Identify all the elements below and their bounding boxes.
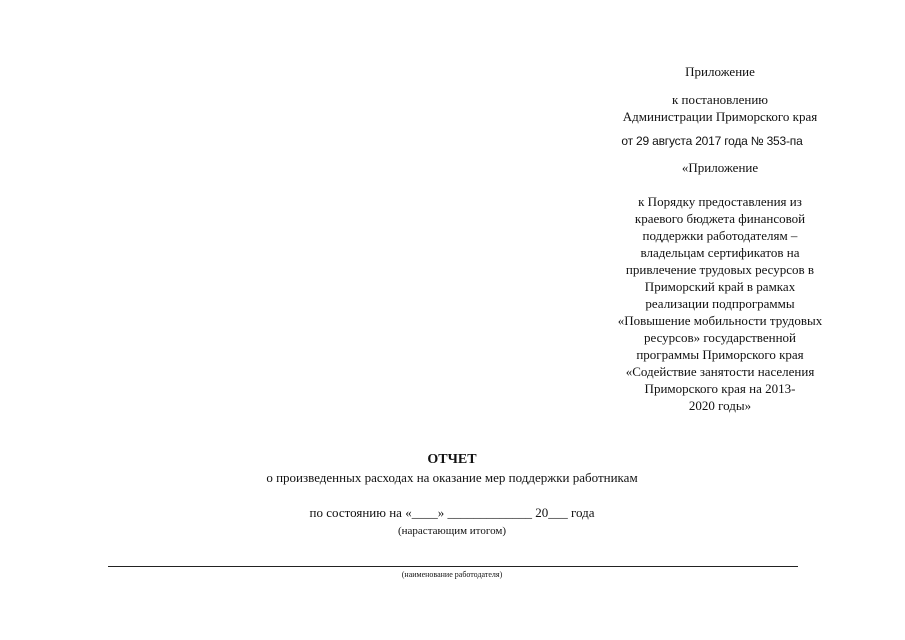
cumulative-note: (нарастающим итогом) [397,525,507,537]
as-of-date-line: по состоянию на «____» _____________ 20___ года [309,505,595,520]
inner-appendix-line: к Порядку предоставления из [638,194,802,209]
inner-appendix-line: Приморского края на 2013- [644,381,796,396]
inner-appendix-line: ресурсов» государственной [643,330,797,345]
inner-appendix-line: поддержки работодателям – [642,228,798,243]
employer-caption: (наименование работодателя) [401,570,503,579]
inner-appendix-line: 2020 годы» [688,398,752,413]
inner-appendix-line: «Содействие занятости населения [625,364,815,379]
inner-appendix-line: «Повышение мобильности трудовых [617,313,823,328]
appendix-title: Приложение [685,64,755,79]
inner-appendix-line: владельцам сертификатов на [640,245,800,260]
order-date-text: от 29 августа 2017 года № 353-па [621,134,803,148]
inner-appendix-line: Приморский край в рамках [644,279,796,294]
inner-appendix-title: «Приложение [681,160,759,175]
inner-appendix-line: реализации подпрограммы [645,296,795,311]
inner-appendix-line: программы Приморского края [636,347,804,362]
employer-name-line [108,566,798,567]
report-subtitle: о произведенных расходах на оказание мер поддержки работникам [266,470,638,485]
to-resolution-text: к постановлению [671,92,769,107]
inner-appendix-line: привлечение трудовых ресурсов в [625,262,815,277]
report-title: ОТЧЕТ [427,452,477,467]
administration-text: Администрации Приморского края [622,109,818,124]
inner-appendix-line: краевого бюджета финансовой [634,211,806,226]
